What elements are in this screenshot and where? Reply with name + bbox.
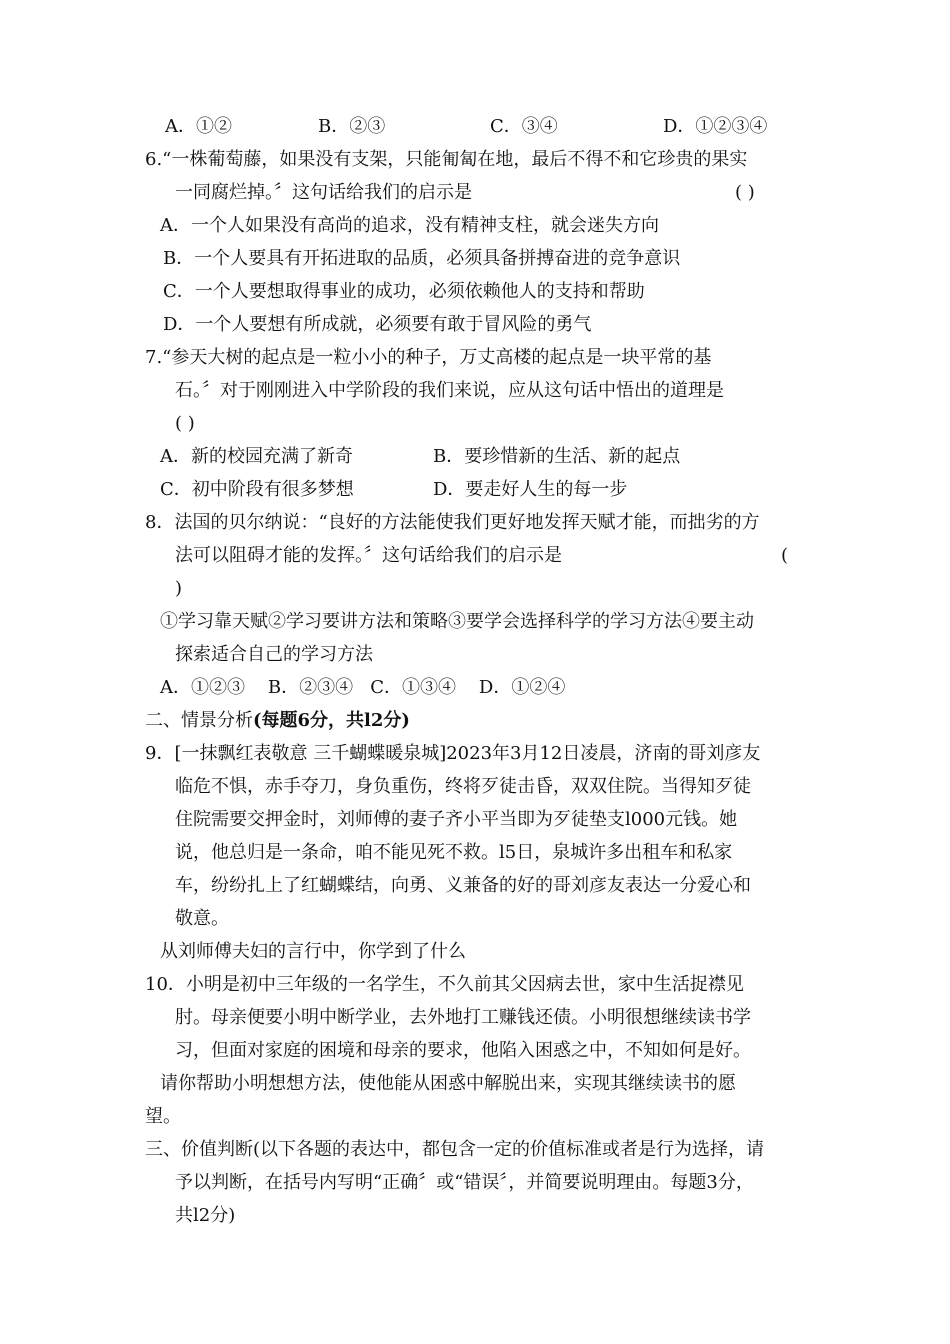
q8-statements-line1: ①学习靠天赋②学习要讲方法和策略③要学会选择科学的学习方法④要主动 bbox=[160, 611, 754, 632]
section2-title: 二、情景分析 bbox=[145, 710, 253, 731]
q10-line1: 10．小明是初中三年级的一名学生，不久前其父因病去世，家中生活捉襟见 bbox=[145, 974, 744, 995]
q5-option-b: B．②③ bbox=[318, 116, 386, 137]
section3-line3: 共l2分) bbox=[175, 1205, 236, 1226]
q6-answer-paren: ( ) bbox=[735, 182, 755, 203]
q6-stem-line1: 6.“一株葡萄藤，如果没有支架，只能匍匐在地，最后不得不和它珍贵的果实 bbox=[145, 149, 748, 170]
q8-paren-open: ( bbox=[781, 545, 789, 566]
q8-stem-line1: 8．法国的贝尔纳说：“良好的方法能使我们更好地发挥天赋才能，而拙劣的方 bbox=[145, 512, 760, 533]
q5-option-c: C．③④ bbox=[490, 116, 558, 137]
section2-scoring: (每题6分，共l2分) bbox=[253, 710, 410, 731]
q10-line2: 肘。母亲便要小明中断学业，去外地打工赚钱还债。小明很想继续读书学 bbox=[175, 1007, 751, 1028]
q7-option-d: D．要走好人生的每一步 bbox=[433, 479, 628, 500]
q5-option-a: A．①② bbox=[165, 116, 232, 137]
q9-question: 从刘师傅夫妇的言行中，你学到了什么 bbox=[160, 941, 466, 962]
q7-option-b: B．要珍惜新的生活、新的起点 bbox=[433, 446, 681, 467]
q6-option-a: A．一个人如果没有高尚的追求，没有精神支柱，就会迷失方向 bbox=[160, 215, 659, 236]
q10-line5: 望。 bbox=[145, 1106, 181, 1127]
q6-option-d: D．一个人要想有所成就，必须要有敢于冒风险的勇气 bbox=[163, 314, 592, 335]
q6-option-b: B．一个人要具有开拓进取的品质，必须具备拼搏奋进的竞争意识 bbox=[163, 248, 681, 269]
q10-line3: 习，但面对家庭的困境和母亲的要求，他陷入困惑之中，不知如何是好。 bbox=[175, 1040, 751, 1061]
q9-line3: 住院需要交押金时，刘师傅的妻子齐小平当即为歹徒垫支l000元钱。她 bbox=[175, 809, 738, 830]
q9-line4: 说，他总归是一条命，咱不能见死不救。l5日，泉城许多出租车和私家 bbox=[175, 842, 733, 863]
q8-stem-line2: 法可以阻碍才能的发挥。〞这句话给我们的启示是 bbox=[175, 545, 562, 566]
q6-option-c: C．一个人要想取得事业的成功，必须依赖他人的支持和帮助 bbox=[163, 281, 645, 302]
section3-line2: 予以判断，在括号内写明“正确〞或“错误〞，并简要说明理由。每题3分， bbox=[175, 1172, 754, 1193]
section3-line1: 三、价值判断(以下各题的表达中，都包含一定的价值标准或者是行为选择，请 bbox=[145, 1139, 765, 1160]
q10-line4: 请你帮助小明想想方法，使他能从困惑中解脱出来，实现其继续读书的愿 bbox=[160, 1073, 736, 1094]
q7-option-c: C．初中阶段有很多梦想 bbox=[160, 479, 354, 500]
q8-statements-line2: 探索适合自己的学习方法 bbox=[175, 644, 373, 665]
q7-answer-paren: ( ) bbox=[175, 413, 195, 434]
q9-line6: 敬意。 bbox=[175, 908, 229, 929]
q8-options: A．①②③ B．②③④ C．①③④ D．①②④ bbox=[160, 677, 566, 698]
q5-option-d: D．①②③④ bbox=[663, 116, 768, 137]
q7-option-a: A．新的校园充满了新奇 bbox=[160, 446, 353, 467]
q9-line1: 9．[一抹飘红表敬意 三千蝴蝶暖泉城]2023年3月12日凌晨，济南的哥刘彦友 bbox=[145, 743, 761, 764]
q9-line5: 车，纷纷扎上了红蝴蝶结，向勇、义兼备的好的哥刘彦友表达一分爱心和 bbox=[175, 875, 751, 896]
q9-line2: 临危不惧，赤手夺刀，身负重伤，终将歹徒击昏，双双住院。当得知歹徒 bbox=[175, 776, 751, 797]
q7-stem-line1: 7.“参天大树的起点是一粒小小的种子，万丈高楼的起点是一块平常的基 bbox=[145, 347, 712, 368]
section2-heading bbox=[145, 709, 410, 733]
q8-paren-close: ) bbox=[175, 578, 183, 599]
q6-stem-line2: 一同腐烂掉。〞这句话给我们的启示是 bbox=[175, 182, 472, 203]
q7-stem-line2: 石。〞对于刚刚进入中学阶段的我们来说，应从这句话中悟出的道理是 bbox=[175, 380, 724, 401]
